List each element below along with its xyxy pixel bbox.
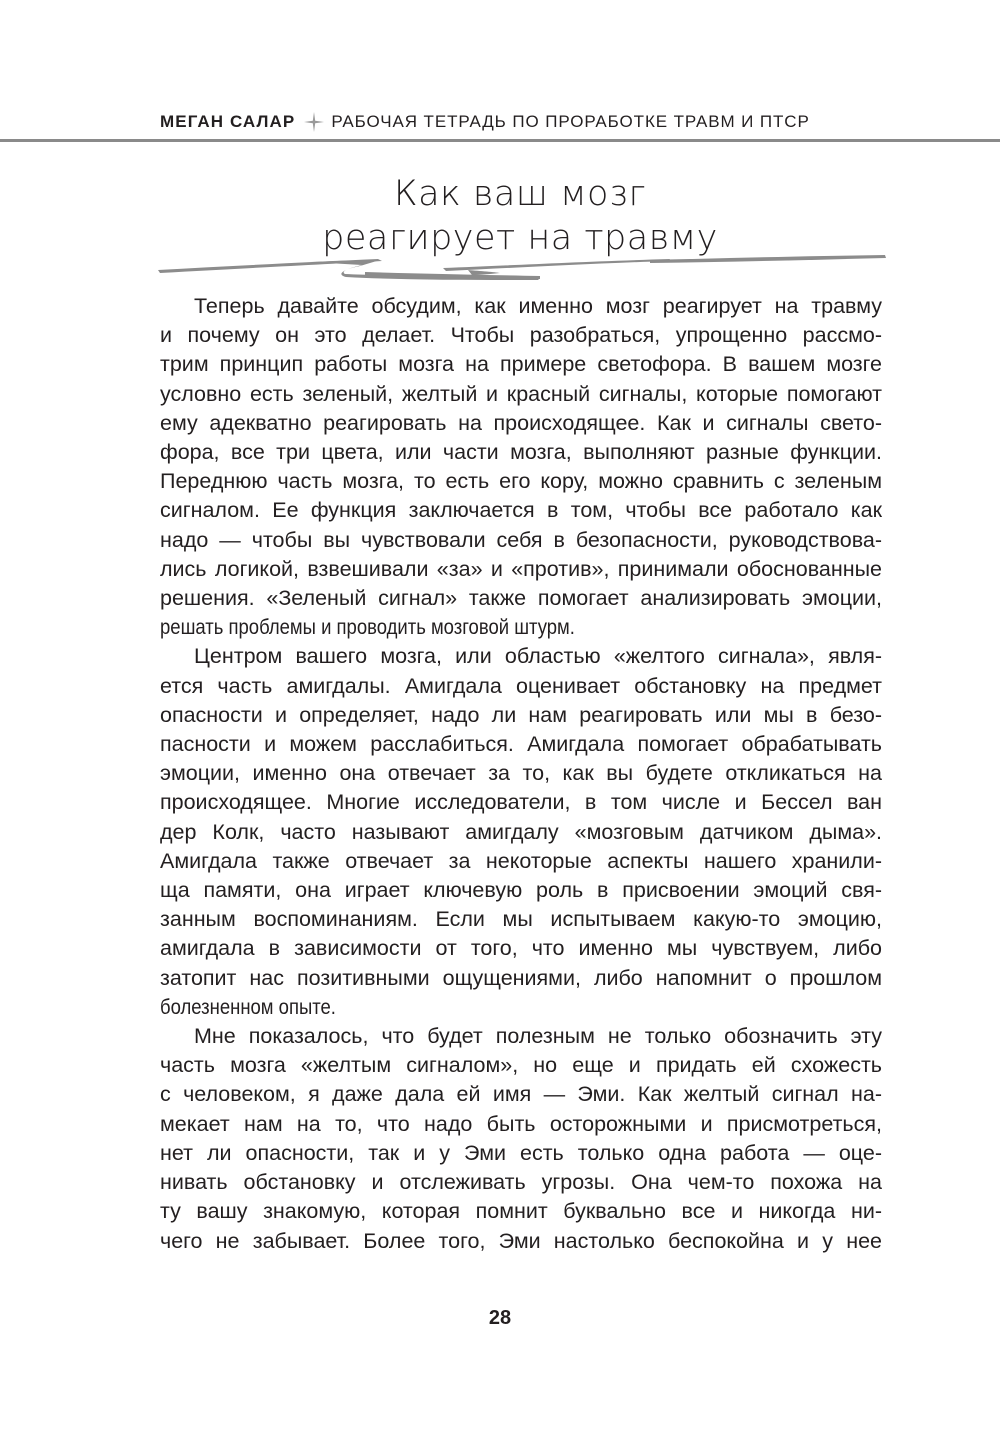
text-line: решения. «Зеленый сигнал» также помогает анализировать эмоции,: [160, 586, 882, 611]
text-line: пасности и можем расслабиться. Амигдала помогает обрабатывать: [160, 732, 882, 757]
text-line: болезненном опыте.: [160, 994, 336, 1019]
paragraph: [160, 292, 882, 642]
body-text: [160, 292, 882, 1256]
text-line: занным воспоминаниям. Если мы испытываем какую-то эмоцию,: [160, 907, 882, 932]
text-line: происходящее. Многие исследователи, в том числе и Бессел ван: [160, 790, 882, 815]
text-line: нивать обстановку и отслеживать угрозы. Она чем-то похожа на: [160, 1170, 882, 1195]
text-line: затопит нас позитивными ощущениями, либо напомнит о прошлом: [160, 965, 882, 990]
text-line: сигналом. Ее функция заключается в том, чтобы все работало как: [160, 498, 882, 523]
text-line: ту вашу знакомую, которая помнит буквально все и никогда ни-: [160, 1199, 882, 1224]
text-line: лись логикой, взвешивали «за» и «против», принимали обоснованные: [160, 556, 882, 581]
text-line: ща памяти, она играет ключевую роль в присвоении эмоций свя-: [160, 878, 882, 903]
text-line: Переднюю часть мозга, то есть его кору, можно сравнить с зеленым: [160, 469, 882, 494]
text-line: чего не забывает. Более того, Эми настолько беспокойна и у нее: [160, 1228, 882, 1253]
text-line: Мне показалось, что будет полезным не только обозначить эту: [194, 1024, 882, 1049]
text-line: Амигдала также отвечает за некоторые аспекты нашего хранили-: [160, 848, 882, 873]
text-line: Центром вашего мозга, или областью «желтого сигнала», явля-: [194, 644, 882, 669]
text-line: и почему он это делает. Чтобы разобраться, упрощенно рассмо-: [160, 323, 882, 348]
text-line: мекает нам на то, что надо быть осторожными и присмотреться,: [160, 1111, 882, 1136]
paragraph: [160, 642, 882, 1022]
text-line: опасности и определяет, надо ли нам реагировать или мы в безо-: [160, 702, 882, 727]
text-line: фора, все три цвета, или части мозга, выполняют разные функции.: [160, 440, 882, 465]
text-line: амигдала в зависимости от того, что именно мы чувствуем, либо: [160, 936, 882, 961]
author-name: МЕГАН САЛАР: [160, 112, 296, 131]
page-number: 28: [488, 1307, 512, 1329]
four-point-star-icon: [303, 111, 325, 133]
running-head: [160, 110, 810, 134]
text-line: часть мозга «желтым сигналом», но еще и придать ей схожесть: [160, 1053, 882, 1078]
text-line: эмоции, именно она отвечает за то, как вы будете откликаться на: [160, 761, 882, 786]
text-line: надо — чтобы вы чувствовали себя в безопасности, руководствова-: [160, 527, 882, 552]
text-line: ему адекватно реагировать на происходящее. Как и сигналы свето-: [160, 410, 882, 435]
text-line: с человеком, я даже дала ей имя — Эми. Как желтый сигнал на-: [160, 1082, 882, 1107]
chapter-title-line-1: Как ваш мозг: [393, 174, 647, 214]
text-line: Теперь давайте обсудим, как именно мозг реагирует на травму: [194, 294, 882, 318]
text-line: условно есть зеленый, желтый и красный сигналы, которые помогают: [160, 381, 882, 406]
text-line: решать проблемы и проводить мозговой штурм.: [160, 615, 575, 640]
chapter-title: [150, 172, 890, 260]
text-line: дер Колк, часто называют амигдалу «мозговым датчиком дыма».: [160, 819, 882, 844]
paragraph: [160, 1022, 882, 1256]
header-rule: [0, 139, 1000, 142]
text-line: ется часть амигдалы. Амигдала оценивает обстановку на предмет: [160, 673, 882, 698]
chapter-title-line-2: реагирует на травму: [322, 218, 718, 258]
book-title: РАБОЧАЯ ТЕТРАДЬ ПО ПРОРАБОТКЕ ТРАВМ И ПТСР: [331, 112, 810, 131]
brush-underline-decoration: [150, 252, 890, 282]
text-line: нет ли опасности, так и у Эми есть только одна работа — оце-: [160, 1140, 882, 1165]
text-line: трим принцип работы мозга на примере светофора. В вашем мозге: [160, 352, 882, 377]
